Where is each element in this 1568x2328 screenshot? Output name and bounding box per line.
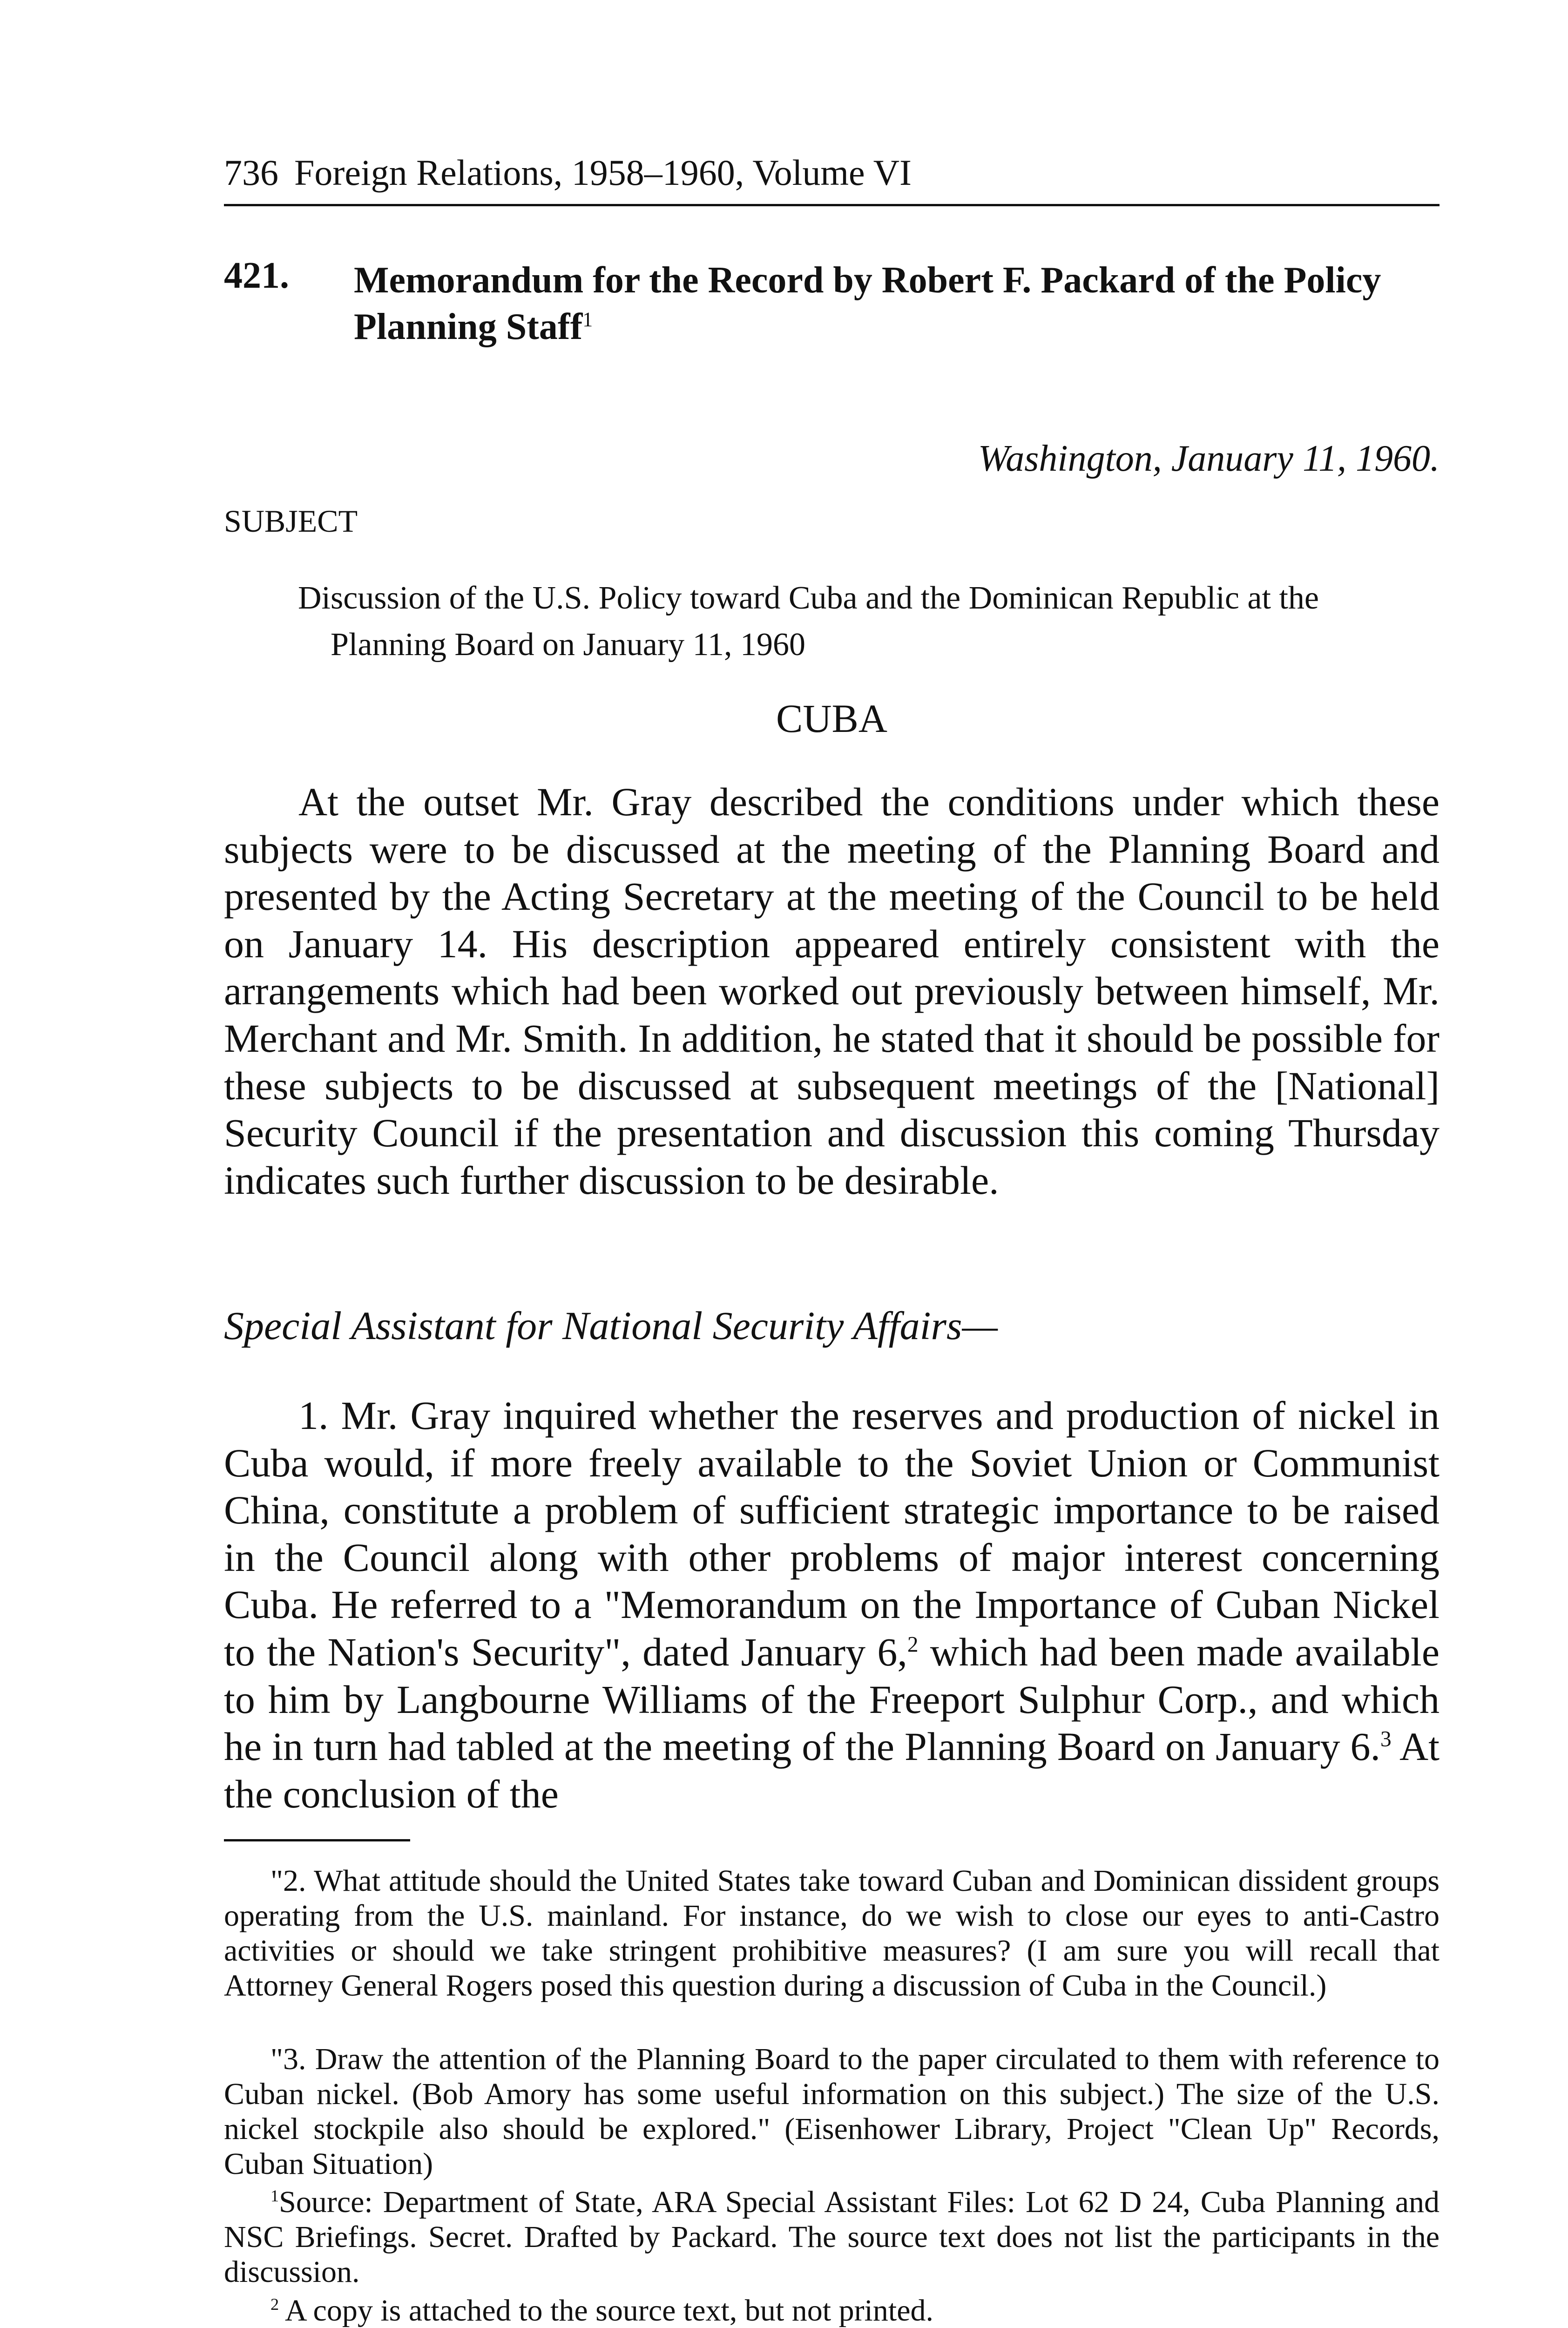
footnote: [224, 2185, 1440, 2289]
document-title-text: Memorandum for the Record by Robert F. Packard of the Policy Planning Staff: [354, 260, 1381, 347]
paragraph-text: At the conclusion of the: [224, 1724, 1440, 1816]
footnote-text: Source: Department of State, ARA Special Assistant Files: Lot 62 D 24, Cuba Planning and NSC Briefings. Secret. Drafted by Packard. The source text does not list the participants in the discussion.: [224, 2185, 1440, 2289]
body-paragraph: [224, 1392, 1440, 1818]
footnote: [224, 2293, 1440, 2328]
subject-line: Planning Board on January 11, 1960: [331, 627, 806, 663]
subject-text: [298, 575, 1443, 668]
footnote-continuation: "3. Draw the attention of the Planning Board to the paper circulated to them with reference to Cuban nickel. (Bob Amory has some useful information on this subject.) The size of the U.S. nickel stockpile also should be explored." (Eisenhower Library, Project "Clean Up" Records, Cuban Situation): [224, 2042, 1440, 2181]
paragraph-text: 1. Mr. Gray inquired whether the reserves and production of nickel in Cuba would, if more freely available to the Soviet Union or Communist China, constitute a problem of sufficient strategic importance to be raised in the Council along with other problems of major interest concerning Cuba. He referred to a "Memorandum on the Importance of Cuban Nickel to the Nation's Security", dated January 6,: [224, 1393, 1440, 1674]
header-rule: [224, 204, 1440, 206]
document-title: [354, 257, 1425, 350]
page-number: 736: [224, 152, 278, 193]
footnote-rule: [224, 1839, 410, 1841]
footnote-ref: 3: [1380, 1727, 1392, 1752]
subsection-heading: Special Assistant for National Security Affairs—: [224, 1303, 998, 1348]
subject-line: Discussion of the U.S. Policy toward Cuba and the Dominican Republic at the: [298, 580, 1319, 616]
running-head: [224, 152, 912, 193]
document-number: 421.: [224, 255, 289, 296]
volume-title: Foreign Relations, 1958–1960, Volume VI: [294, 152, 912, 193]
footnote-continuation: "2. What attitude should the United States take toward Cuban and Dominican dissident groups operating from the U.S. mainland. For instance, do we wish to close our eyes to anti-Castro activities or should we take stringent prohibitive measures? (I am sure you will recall that Attorney General Rogers posed this question during a discussion of Cuba in the Council.): [224, 1864, 1440, 2003]
body-paragraph: At the outset Mr. Gray described the conditions under which these subjects were to be discussed at the meeting of the Planning Board and presented by the Acting Secretary at the meeting of the Council to be held on January 14. His description appeared entirely consistent with the arrangements which had been worked out previously between himself, Mr. Merchant and Mr. Smith. In addition, he stated that it should be possible for these subjects to be discussed at subsequent meetings of the [National] Security Council if the presentation and discussion this coming Thursday indicates such further discussion to be desirable.: [224, 779, 1440, 1203]
footnote-marker: 2: [270, 2295, 279, 2314]
subject-label: SUBJECT: [224, 503, 358, 539]
footnote-ref: 2: [907, 1632, 919, 1657]
paragraph-text: which had been made available to him by Langbourne Williams of the Freeport Sulphur Corp., and which he in turn had tabled at the meeting of the Planning Board on January 6.: [224, 1629, 1440, 1769]
section-heading: CUBA: [776, 696, 887, 741]
footnote-marker: 1: [270, 2186, 279, 2205]
place-date: Washington, January 11, 1960.: [978, 438, 1440, 479]
footnote-ref: 1: [582, 308, 593, 331]
footnote-text: A copy is attached to the source text, but not printed.: [285, 2294, 934, 2328]
